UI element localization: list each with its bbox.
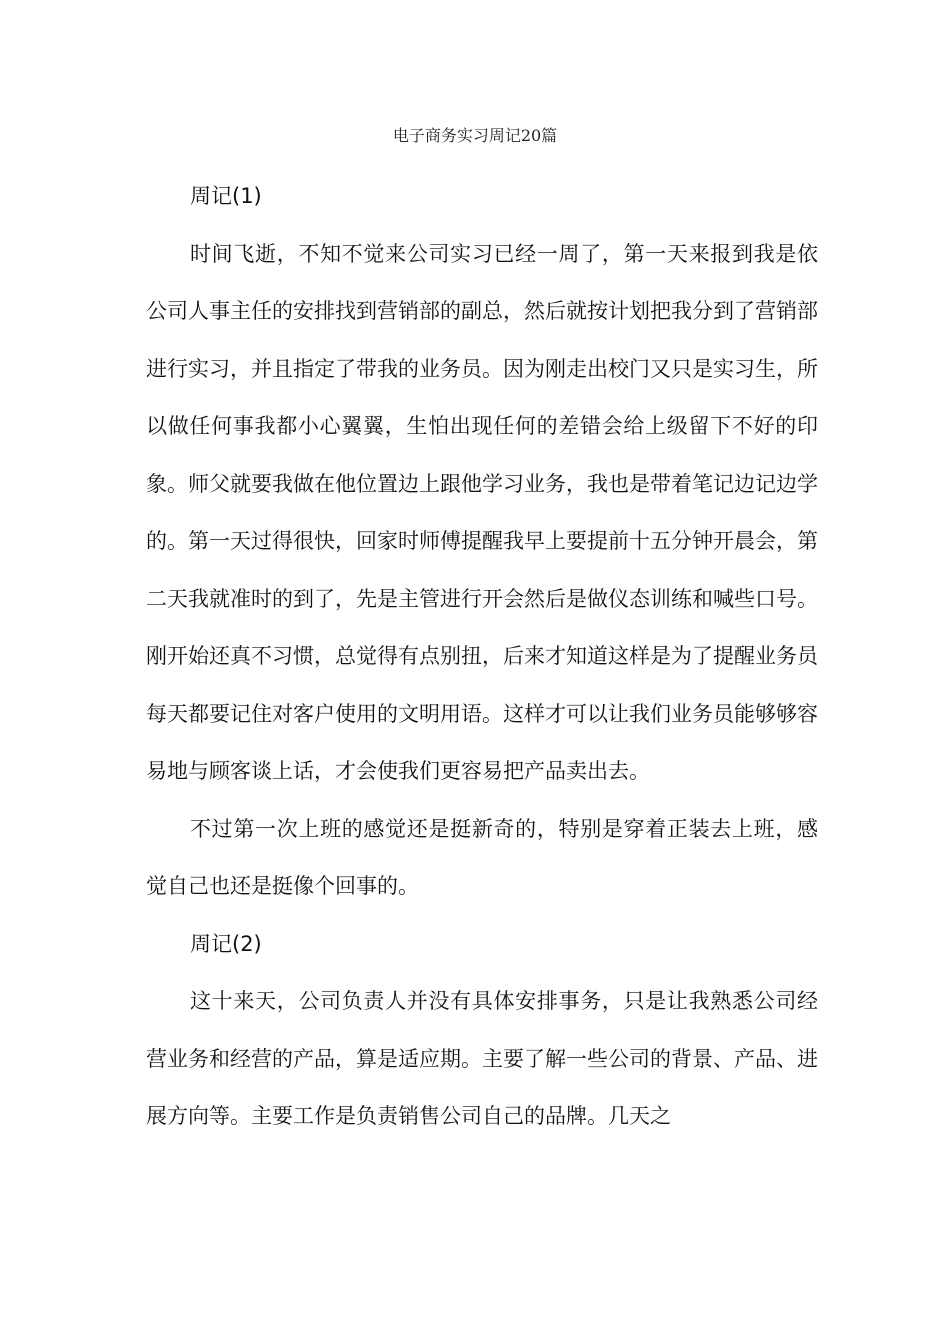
section-weekly-journal-2 (146, 916, 818, 1146)
section-heading: 周记(1) (190, 184, 262, 208)
document-title: 电子商务实习周记20篇 (392, 126, 558, 145)
section-heading: 周记(2) (190, 931, 262, 956)
section-weekly-journal-1 (146, 168, 818, 916)
paragraph: 时间飞逝，不知不觉来公司实习已经一周了，第一天来报到我是依公司人事主任的安排找到营销部的副总，然后就按计划把我分到了营销部进行实习，并且指定了带我的业务员。因为刚走出校门又只是实习生，所以做任何事我都小心翼翼，生怕出现任何的差错会给上级留下不好的印象。师父就要我做在他位置边上跟他学习业务，我也是带着笔记边记边学的。第一天过得很快，回家时师傅提醒我早上要提前十五分钟开晨会，第二天我就准时的到了，先是主管进行开会然后是做仪态训练和喊些口号。刚开始还真不习惯，总觉得有点别扭，后来才知道这样是为了提醒业务员每天都要记住对客户使用的文明用语。这样才可以让我们业务员能够够容易地与顾客谈上话，才会使我们更容易把产品卖出去。 (146, 241, 818, 783)
paragraph: 不过第一次上班的感觉还是挺新奇的，特别是穿着正装去上班，感觉自己也还是挺像个回事的。 (146, 816, 818, 898)
paragraph: 这十来天，公司负责人并没有具体安排事务，只是让我熟悉公司经营业务和经营的产品，算是适应期。主要了解一些公司的背景、产品、进展方向等。主要工作是负责销售公司自己的品牌。几天之 (146, 989, 818, 1128)
document-body (146, 168, 818, 1146)
